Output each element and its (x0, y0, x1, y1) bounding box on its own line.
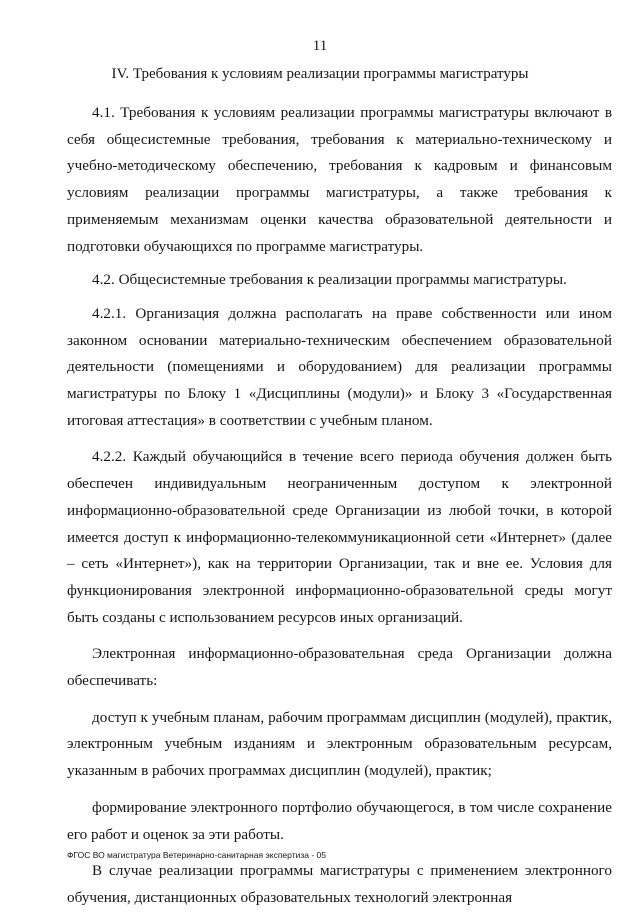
document-body (67, 100, 612, 912)
paragraph-eios-requirements: Электронная информационно-образовательная среда Организации должна обеспечивать: (67, 645, 612, 690)
paragraph-4-2-2: 4.2.2. Каждый обучающийся в течение всего периода обучения должен быть обеспечен индивидуальным неограниченным доступом к электронной информационно-образовательной среде Организации из любой точки, в которой имеется доступ к информационно-телекоммуникационной сети «Интернет» (далее – сеть «Интернет»), как на территории Организации, так и вне ее. Условия для функционирования электронной информационно-образовательной среды могут быть созданы с использованием ресурсов иных организаций. (67, 448, 612, 626)
document-footer: ФГОС ВО магистратура Ветеринарно-санитарная экспертиза - 05 (67, 850, 326, 860)
paragraph-distance-learning: В случае реализации программы магистратуры с применением электронного обучения, дистанционных образовательных технологий электронная (67, 862, 612, 906)
paragraph-access-list-item: доступ к учебным планам, рабочим программам дисциплин (модулей), практик, электронным учебным изданиям и электронным образовательным ресурсам, указанным в рабочих программах дисциплин (модулей), практик; (67, 708, 612, 780)
paragraph-portfolio-list-item: формирование электронного портфолио обучающегося, в том числе сохранение его работ и оценок за эти работы. (67, 798, 612, 843)
page-number: 11 (312, 38, 328, 54)
paragraph-4-1: 4.1. Требования к условиям реализации программы магистратуры включают в себя общесистемные требования, требования к материально-техническому и учебно-методическому обеспечению, требования к кадровым и финансовым условиям реализации программы магистратуры, а также требования к применяемым механизмам оценки качества образовательной деятельности и подготовки обучающихся по программе магистратуры. (67, 104, 612, 255)
section-heading: IV. Требования к условиям реализации программы магистратуры (111, 66, 529, 82)
paragraph-4-2: 4.2. Общесистемные требования к реализации программы магистратуры. (92, 271, 567, 289)
paragraph-4-2-1: 4.2.1. Организация должна располагать на праве собственности или ином законном основании материально-техническим обеспечением образовательной деятельности (помещениями и оборудованием) для реализации программы магистратуры по Блоку 1 «Дисциплины (модули)» и Блоку 3 «Государственная итоговая аттестация» в соответствии с учебным планом. (67, 304, 612, 429)
